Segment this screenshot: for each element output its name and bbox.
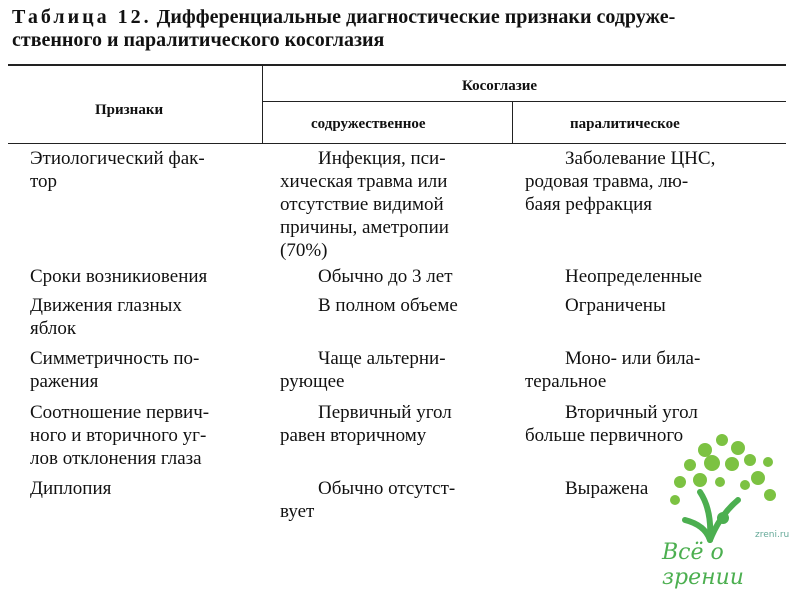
header-paralytic: паралитическое (570, 116, 680, 132)
row-diplopia-concomitant: Обычно отсутст- вует (280, 478, 456, 522)
row-eye-movement-sign: Движения глазных яблок (30, 295, 182, 339)
row-symmetry-sign: Симметричность по- ражения (30, 348, 200, 392)
row-angle-ratio-sign: Соотношение первич- ного и вторичного уг- лов отклонения глаза (30, 402, 210, 469)
group-underline (262, 101, 786, 102)
watermark-text: Всё о зрении (662, 540, 744, 590)
row-etiology-paralytic: Заболевание ЦНС, родовая травма, лю- баяя рефракция (525, 148, 716, 215)
title-line-2: ственного и паралитического косоглазия (12, 29, 385, 51)
watermark-url: zreni.ru (755, 530, 790, 540)
row-eye-movement-concomitant: В полном объеме (318, 295, 458, 316)
row-symmetry-paralytic: Моно- или била- теральное (525, 348, 701, 392)
row-eye-movement-paralytic: Ограничены (565, 295, 666, 316)
header-vertical-divider (262, 64, 263, 144)
row-onset-sign: Сроки возникиовения (30, 266, 208, 287)
row-symmetry-concomitant: Чаще альтерни- рующее (280, 348, 446, 392)
row-angle-ratio-paralytic: Вторичный угол больше первичного (525, 402, 698, 446)
row-angle-ratio-concomitant: Первичный угол равен вторичному (280, 402, 452, 446)
row-onset-paralytic: Неопределенные (565, 266, 703, 287)
header-concomitant: содружественное (311, 116, 426, 132)
row-onset-concomitant: Обычно до 3 лет (318, 266, 453, 287)
header-signs: Признаки (95, 102, 164, 118)
subheader-vertical-divider (512, 101, 513, 144)
header-strabismus: Косоглазие (462, 78, 538, 94)
row-etiology-sign: Этиологический фак- тор (30, 148, 205, 192)
table-title (12, 6, 782, 52)
row-diplopia-sign: Диплопия (30, 478, 112, 499)
row-etiology-concomitant: Инфекция, пси- хическая травма или отсутствие видимой причины, аметропии (70%) (280, 148, 449, 261)
top-rule (8, 64, 786, 66)
row-diplopia-paralytic: Выражена (565, 478, 649, 499)
header-bottom-rule (8, 143, 786, 144)
table-number: Таблица 12. (12, 6, 152, 28)
title-line-1: Дифференциальные диагностические признаки содруже- (156, 6, 676, 28)
